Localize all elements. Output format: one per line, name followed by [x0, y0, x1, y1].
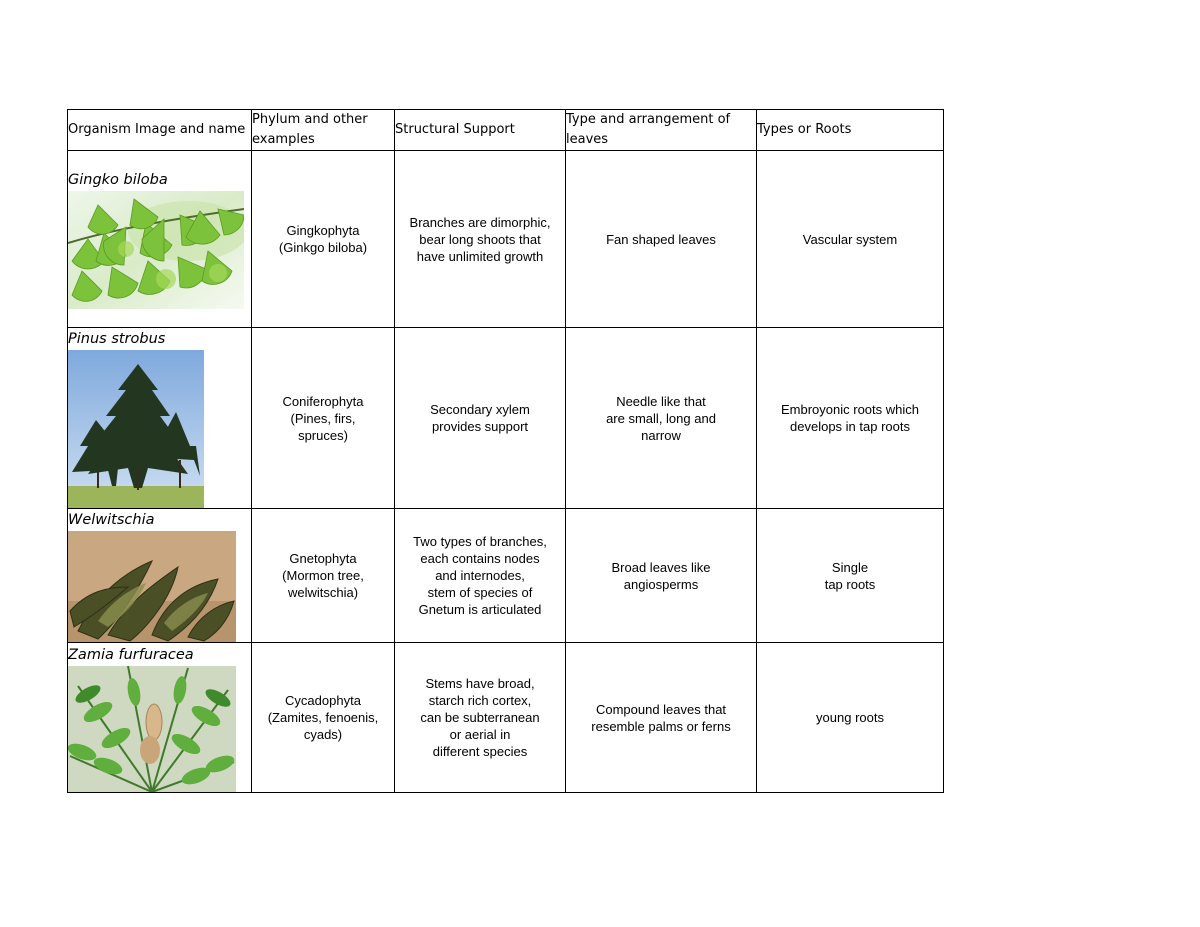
roots-cell: Embroyonic roots which develops in tap roots — [757, 328, 944, 509]
table-row — [68, 151, 944, 328]
header-roots: Types or Roots — [757, 110, 944, 151]
roots-cell: Single tap roots — [757, 509, 944, 643]
roots-cell: Vascular system — [757, 151, 944, 328]
support-cell: Secondary xylem provides support — [395, 328, 566, 509]
support-cell: Stems have broad, starch rich cortex, can be subterranean or aerial in different species — [395, 643, 566, 793]
welwitschia-plant-photo-icon — [68, 531, 236, 642]
pine-tree-photo-icon — [68, 350, 204, 508]
leaves-cell: Compound leaves that resemble palms or ferns — [566, 643, 757, 793]
roots-cell: young roots — [757, 643, 944, 793]
organism-name: Welwitschia — [68, 512, 155, 528]
organism-name: Zamia furfuracea — [68, 646, 194, 663]
header-leaves: Type and arrangement of leaves — [566, 110, 757, 151]
leaves-cell: Broad leaves like angiosperms — [566, 509, 757, 643]
table-row — [68, 643, 944, 793]
header-row — [68, 110, 944, 151]
gymnosperm-table — [67, 109, 944, 793]
organism-cell — [68, 509, 252, 643]
ginkgo-leaves-photo-icon — [68, 191, 244, 309]
leaves-cell: Needle like that are small, long and narrow — [566, 328, 757, 509]
organism-cell — [68, 643, 252, 793]
organism-cell — [68, 328, 252, 509]
organism-name: Gingko biloba — [68, 172, 168, 188]
phylum-cell: Coniferophyta (Pines, firs, spruces) — [252, 328, 395, 509]
support-cell: Two types of branches, each contains nodes and internodes, stem of species of Gnetum is articulated — [395, 509, 566, 643]
phylum-cell: Gingkophyta (Ginkgo biloba) — [252, 151, 395, 328]
support-cell: Branches are dimorphic, bear long shoots that have unlimited growth — [395, 151, 566, 328]
header-phylum: Phylum and other examples — [252, 110, 395, 151]
header-organism: Organism Image and name — [68, 110, 252, 151]
table-row — [68, 328, 944, 509]
organism-name: Pinus strobus — [68, 331, 166, 347]
cycad-plant-photo-icon — [68, 666, 236, 792]
organism-cell — [68, 151, 252, 328]
phylum-cell: Cycadophyta (Zamites, fenoenis, cyads) — [252, 643, 395, 793]
header-support: Structural Support — [395, 110, 566, 151]
leaves-cell: Fan shaped leaves — [566, 151, 757, 328]
table-row — [68, 509, 944, 643]
phylum-cell: Gnetophyta (Mormon tree, welwitschia) — [252, 509, 395, 643]
